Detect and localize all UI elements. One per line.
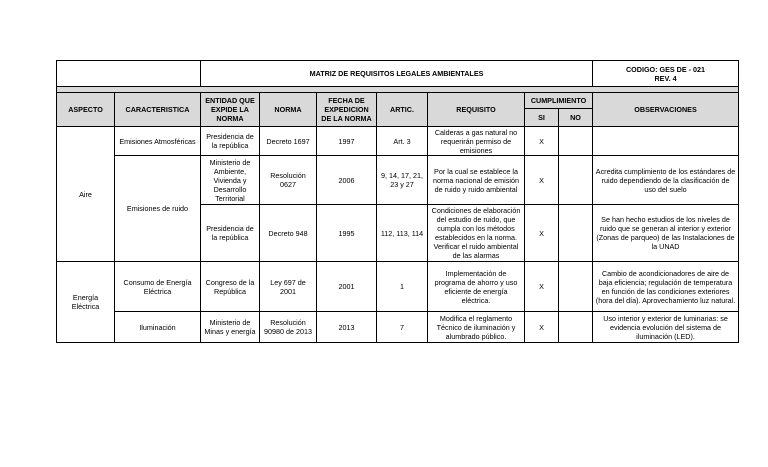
entidad-cell: Congreso de la República xyxy=(201,262,260,312)
artic-cell: Art. 3 xyxy=(377,127,428,156)
norma-cell: Resolución 90980 de 2013 xyxy=(260,312,317,343)
artic-cell: 112, 113, 114 xyxy=(377,205,428,262)
aspecto-cell: Energía Eléctrica xyxy=(57,262,115,343)
requisito-cell: Por la cual se establece la norma nacional de emisión de ruido y ruido ambiental xyxy=(428,156,525,205)
caracteristica-cell: Consumo de Energía Eléctrica xyxy=(115,262,201,312)
si-cell: X xyxy=(525,156,559,205)
requisito-cell: Modifica el reglamento Técnico de iluminación y alumbrado público. xyxy=(428,312,525,343)
si-cell: X xyxy=(525,127,559,156)
norma-cell: Ley 697 de 2001 xyxy=(260,262,317,312)
no-cell xyxy=(559,127,593,156)
requisito-cell: Calderas a gas natural no requerirán permiso de emisiones xyxy=(428,127,525,156)
entidad-cell: Ministerio de Ambiente, Vivienda y Desarrollo Territorial xyxy=(201,156,260,205)
fecha-cell: 1997 xyxy=(317,127,377,156)
title-row xyxy=(57,61,739,87)
artic-cell: 1 xyxy=(377,262,428,312)
col-header-observaciones: OBSERVACIONES xyxy=(593,93,739,127)
norma-cell: Decreto 1697 xyxy=(260,127,317,156)
table-row xyxy=(57,156,739,205)
document-code: CODIGO: GES DE - 021 xyxy=(625,64,706,74)
artic-cell: 7 xyxy=(377,312,428,343)
entidad-cell: Presidencia de la república xyxy=(201,127,260,156)
header-row xyxy=(57,93,739,109)
requisito-cell: Implementación de programa de ahorro y uso eficiente de energía eléctrica. xyxy=(428,262,525,312)
table-row xyxy=(57,312,739,343)
artic-cell: 9, 14, 17, 21, 23 y 27 xyxy=(377,156,428,205)
col-header-entidad: ENTIDAD QUE EXPIDE LA NORMA xyxy=(201,93,260,127)
no-cell xyxy=(559,205,593,262)
norma-cell: Decreto 948 xyxy=(260,205,317,262)
caracteristica-cell: Emisiones de ruido xyxy=(115,156,201,262)
no-cell xyxy=(559,156,593,205)
document-revision: REV. 4 xyxy=(654,73,677,83)
fecha-cell: 2013 xyxy=(317,312,377,343)
col-header-caracteristica: CARACTERISTICA xyxy=(115,93,201,127)
col-header-cumplimiento: CUMPLIMIENTO xyxy=(525,93,593,109)
caracteristica-cell: Iluminación xyxy=(115,312,201,343)
col-header-artic: ARTIC. xyxy=(377,93,428,127)
observaciones-cell: Cambio de acondicionadores de aire de baja eficiencia; regulación de temperatura en función de las condiciones exteriores (hora del día). Aprovechamiento luz natural. xyxy=(593,262,739,312)
no-cell xyxy=(559,262,593,312)
observaciones-cell: Uso interior y exterior de luminarias: se evidencia evolución del sistema de iluminación (LED). xyxy=(593,312,739,343)
table-row xyxy=(57,127,739,156)
fecha-cell: 2001 xyxy=(317,262,377,312)
legal-requirements-matrix xyxy=(56,60,739,343)
col-header-no: NO xyxy=(559,109,593,127)
col-header-norma: NORMA xyxy=(260,93,317,127)
si-cell: X xyxy=(525,205,559,262)
col-header-fecha: FECHA DE EXPEDICION DE LA NORMA xyxy=(317,93,377,127)
col-header-si: SI xyxy=(525,109,559,127)
col-header-aspecto: ASPECTO xyxy=(57,93,115,127)
document-code-cell xyxy=(593,61,739,87)
logo-cell xyxy=(57,61,201,87)
si-cell: X xyxy=(525,312,559,343)
document-title: MATRIZ DE REQUISITOS LEGALES AMBIENTALES xyxy=(201,61,593,87)
observaciones-cell xyxy=(593,127,739,156)
table-row xyxy=(57,262,739,312)
observaciones-cell: Se han hecho estudios de los niveles de ruido que se generan al interior y exterior (Zonas de parqueo) de las Instalaciones de la UNAD xyxy=(593,205,739,262)
entidad-cell: Presidencia de la república xyxy=(201,205,260,262)
requisito-cell: Condiciones de elaboración del estudio de ruido, que cumpla con los métodos establecidos en la norma. Verificar el ruido ambiental de las alarmas xyxy=(428,205,525,262)
col-header-requisito: REQUISITO xyxy=(428,93,525,127)
fecha-cell: 2006 xyxy=(317,156,377,205)
observaciones-cell: Acredita cumplimiento de los estándares de ruido dependiendo de la clasificación de uso del suelo xyxy=(593,156,739,205)
no-cell xyxy=(559,312,593,343)
entidad-cell: Ministerio de Minas y energía xyxy=(201,312,260,343)
aspecto-cell: Aire xyxy=(57,127,115,262)
fecha-cell: 1995 xyxy=(317,205,377,262)
norma-cell: Resolución 0627 xyxy=(260,156,317,205)
si-cell: X xyxy=(525,262,559,312)
caracteristica-cell: Emisiones Atmosféricas xyxy=(115,127,201,156)
